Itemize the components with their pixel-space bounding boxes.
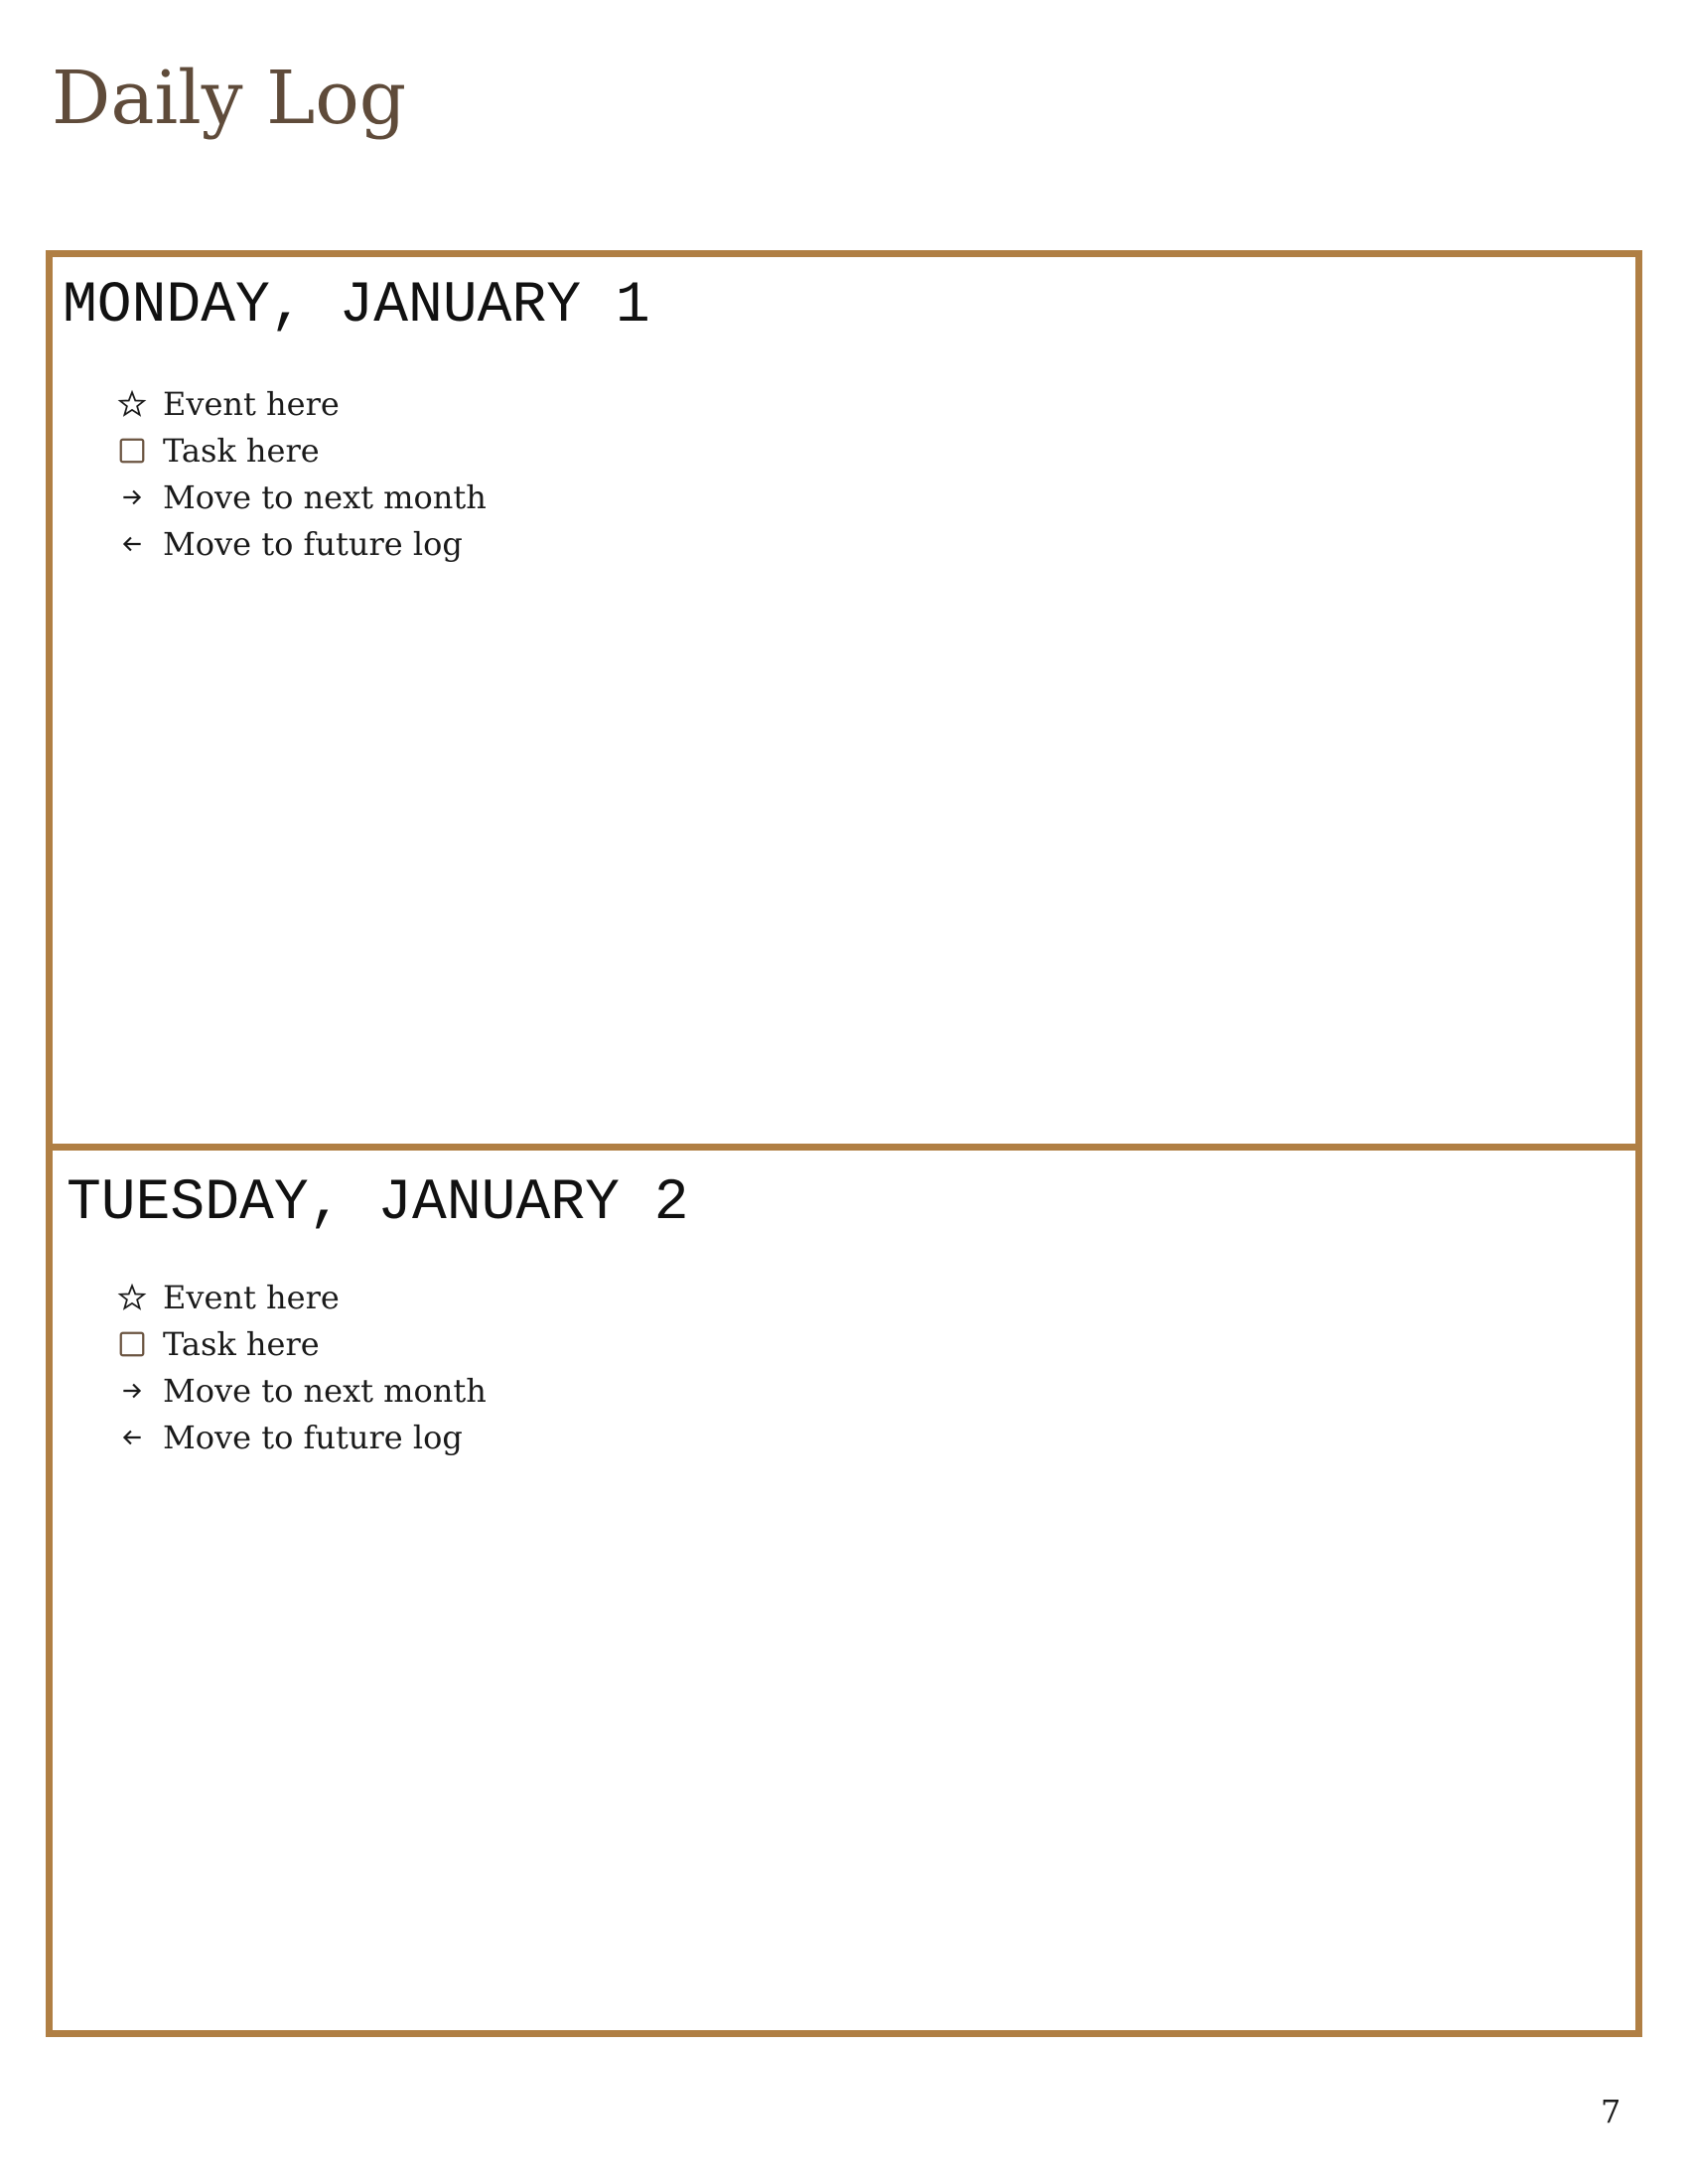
entry-text: Task here [163,431,320,470]
checkbox-icon[interactable] [115,1327,149,1361]
entry-text: Event here [163,1278,340,1316]
arrow-right-icon [115,480,149,514]
list-item-task[interactable] [115,1320,487,1367]
entry-text: Move to future log [163,524,463,563]
list-item-migrate [115,474,487,520]
list-item-task[interactable] [115,427,487,474]
day-section-monday [53,257,1635,1144]
entry-text: Move to next month [163,478,487,516]
section-divider [53,1144,1635,1151]
entry-text: Event here [163,384,340,423]
arrow-right-icon [115,1374,149,1408]
list-item-migrate [115,1367,487,1414]
star-icon [115,1281,149,1314]
page-number: 7 [1601,2093,1621,2130]
list-item-schedule [115,1414,487,1460]
day-heading: TUESDAY, JANUARY 2 [67,1171,689,1236]
entry-list [115,1274,487,1460]
arrow-left-icon [115,527,149,561]
day-heading: MONDAY, JANUARY 1 [63,274,650,339]
entry-text: Move to next month [163,1371,487,1410]
arrow-left-icon [115,1421,149,1454]
entry-text: Task here [163,1324,320,1363]
page-title: Daily Log [52,56,407,141]
list-item-event [115,380,487,427]
day-section-tuesday [53,1151,1635,2030]
entry-list [115,380,487,567]
entry-text: Move to future log [163,1418,463,1456]
checkbox-icon[interactable] [115,434,149,468]
list-item-schedule [115,520,487,567]
list-item-event [115,1274,487,1320]
daily-log-frame [46,250,1642,2037]
star-icon [115,387,149,421]
